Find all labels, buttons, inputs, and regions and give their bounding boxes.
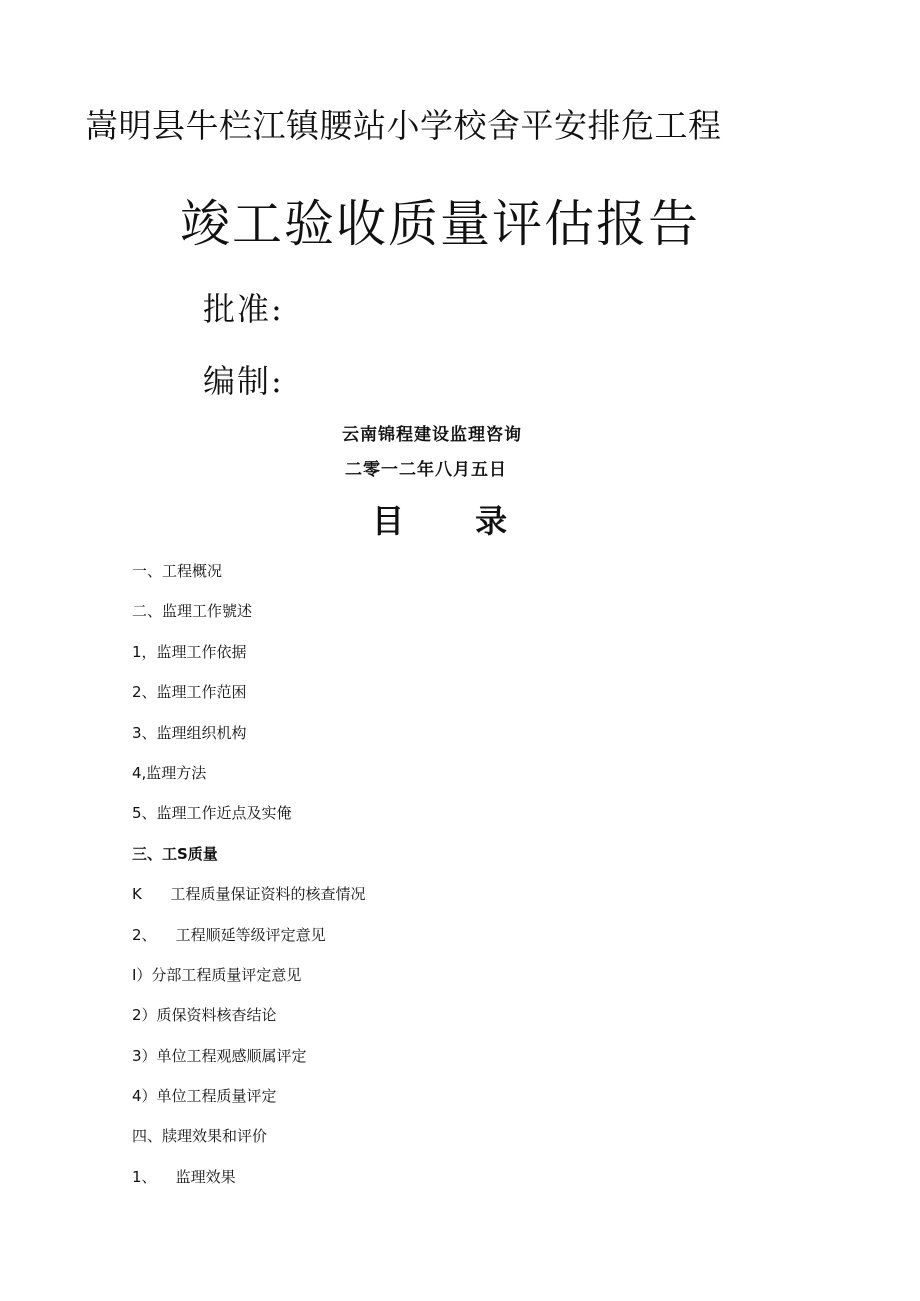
organization-name: 云南锦程建设监理咨询 (342, 425, 522, 445)
toc-item: 一、工程概况 (132, 562, 223, 580)
report-date: 二零一二年八月五日 (345, 460, 507, 480)
toc-item: 四、牍理效果和评价 (132, 1127, 268, 1146)
toc-item: 3）单位工程观感顺属评定 (132, 1046, 307, 1065)
toc-item: 1，监理工作依据 (132, 642, 247, 661)
report-title: 竣工验收质量评估报告 (180, 195, 700, 253)
toc-item: 二、监理工作號述 (132, 602, 253, 621)
project-title: 嵩明县牛栏江镇腰站小学校舍平安排危工程 (85, 106, 722, 145)
toc-item: 三、工S质量 (132, 844, 218, 863)
toc-item: 4）单位工程质量评定 (132, 1087, 277, 1106)
table-of-contents (132, 560, 365, 1206)
toc-item: K 工程质量保证资料的核查情况 (132, 885, 366, 904)
compile-label: 编制: (203, 362, 284, 400)
toc-item: 2、监理工作范困 (132, 683, 247, 702)
toc-item: 3、监理组织机构 (132, 723, 247, 742)
toc-heading: 目 录 (372, 502, 508, 540)
approve-label: 批准: (203, 290, 284, 328)
toc-item: 2、 工程顺延等级评定意见 (132, 925, 326, 944)
toc-item: I）分部工程质量评定意见 (132, 965, 302, 984)
toc-item: 2）质保资料核杳结论 (132, 1006, 277, 1025)
toc-item: 5、监理工作近点及实俺 (132, 804, 292, 823)
toc-item: 1、 监理效果 (132, 1167, 236, 1186)
toc-item: 4,监理方法 (132, 763, 207, 782)
